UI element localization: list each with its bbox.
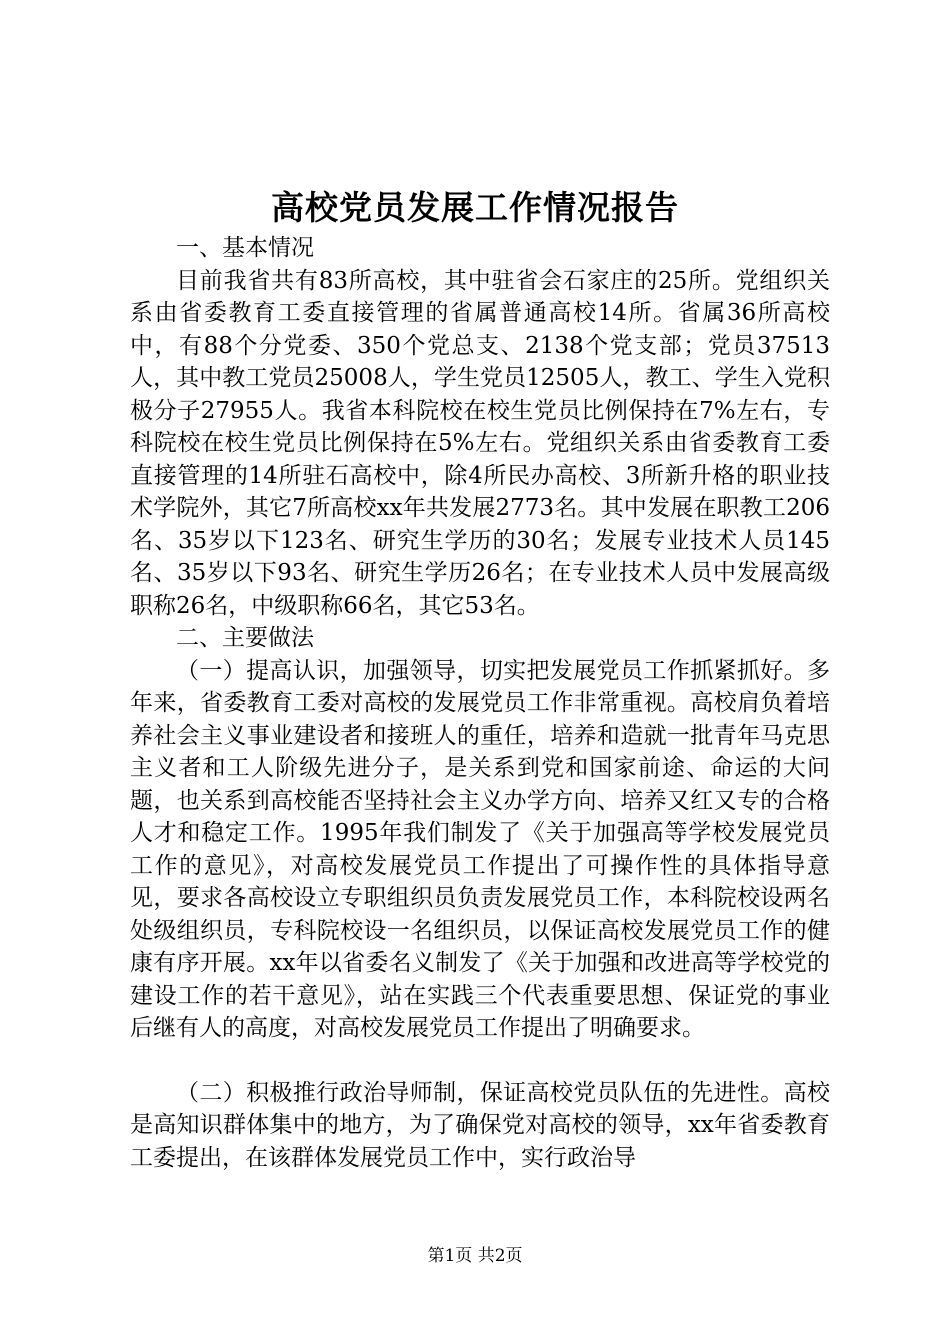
paragraph-method-one: （一）提高认识，加强领导，切实把发展党员工作抓紧抓好。多年来，省委教育工委对高校的发展党员工作非常重视。高校肩负着培养社会主义事业建设者和接班人的重任，培养和造就一批青年马克思主义者和工人阶级先进分子，是关系到党和国家前途、命运的大问题，也关系到高校能否坚持社会主义办学方向、培养又红又专的合格人才和稳定工作。1995年我们制发了《关于加强高等学校发展党员工作的意见》，对高校发展党员工作提出了可操作性的具体指导意见，要求各高校设立专职组织员负责发展党员工作，本科院校设两名处级组织员，专科院校设一名组织员，以保证高校发展党员工作的健康有序开展。xx年以省委名义制发了《关于加强和改进高等学校党的建设工作的若干意见》，站在实践三个代表重要思想、保证党的事业后继有人的高度，对高校发展党员工作提出了明确要求。 bbox=[130, 657, 830, 1041]
paragraph-basic-situation: 目前我省共有83所高校，其中驻省会石家庄的25所。党组织关系由省委教育工委直接管理的省属普通高校14所。省属36所高校中，有88个分党委、350个党总支、2138个党支部；党员37513人，其中教工党员25008人，学生党员12505人，教工、学生入党积极分子27955人。我省本科院校在校生党员比例保持在7%左右，专科院校在校生党员比例保持在5%左右。党组织关系由省委教育工委直接管理的14所驻石高校中，除4所民办高校、3所新升格的职业技术学院外，其它7所高校xx年共发展2773名。其中发展在职教工206名、35岁以下123名、研究生学历的30名；发展专业技术人员145名、35岁以下93名、研究生学历26名；在专业技术人员中发展高级职称26名，中级职称66名，其它53名。 bbox=[130, 267, 830, 619]
section-heading-methods: 二、主要做法 bbox=[176, 625, 314, 651]
paragraph-method-two: （二）积极推行政治导师制，保证高校党员队伍的先进性。高校是高知识群体集中的地方，为了确保党对高校的领导，xx年省委教育工委提出，在该群体发展党员工作中，实行政治导 bbox=[130, 1079, 830, 1171]
section-heading-basic: 一、基本情况 bbox=[176, 235, 314, 261]
document-title: 高校党员发展工作情况报告 bbox=[271, 188, 679, 227]
document-body bbox=[130, 232, 830, 1174]
page-footer: 第1页 共2页 bbox=[427, 1246, 523, 1266]
